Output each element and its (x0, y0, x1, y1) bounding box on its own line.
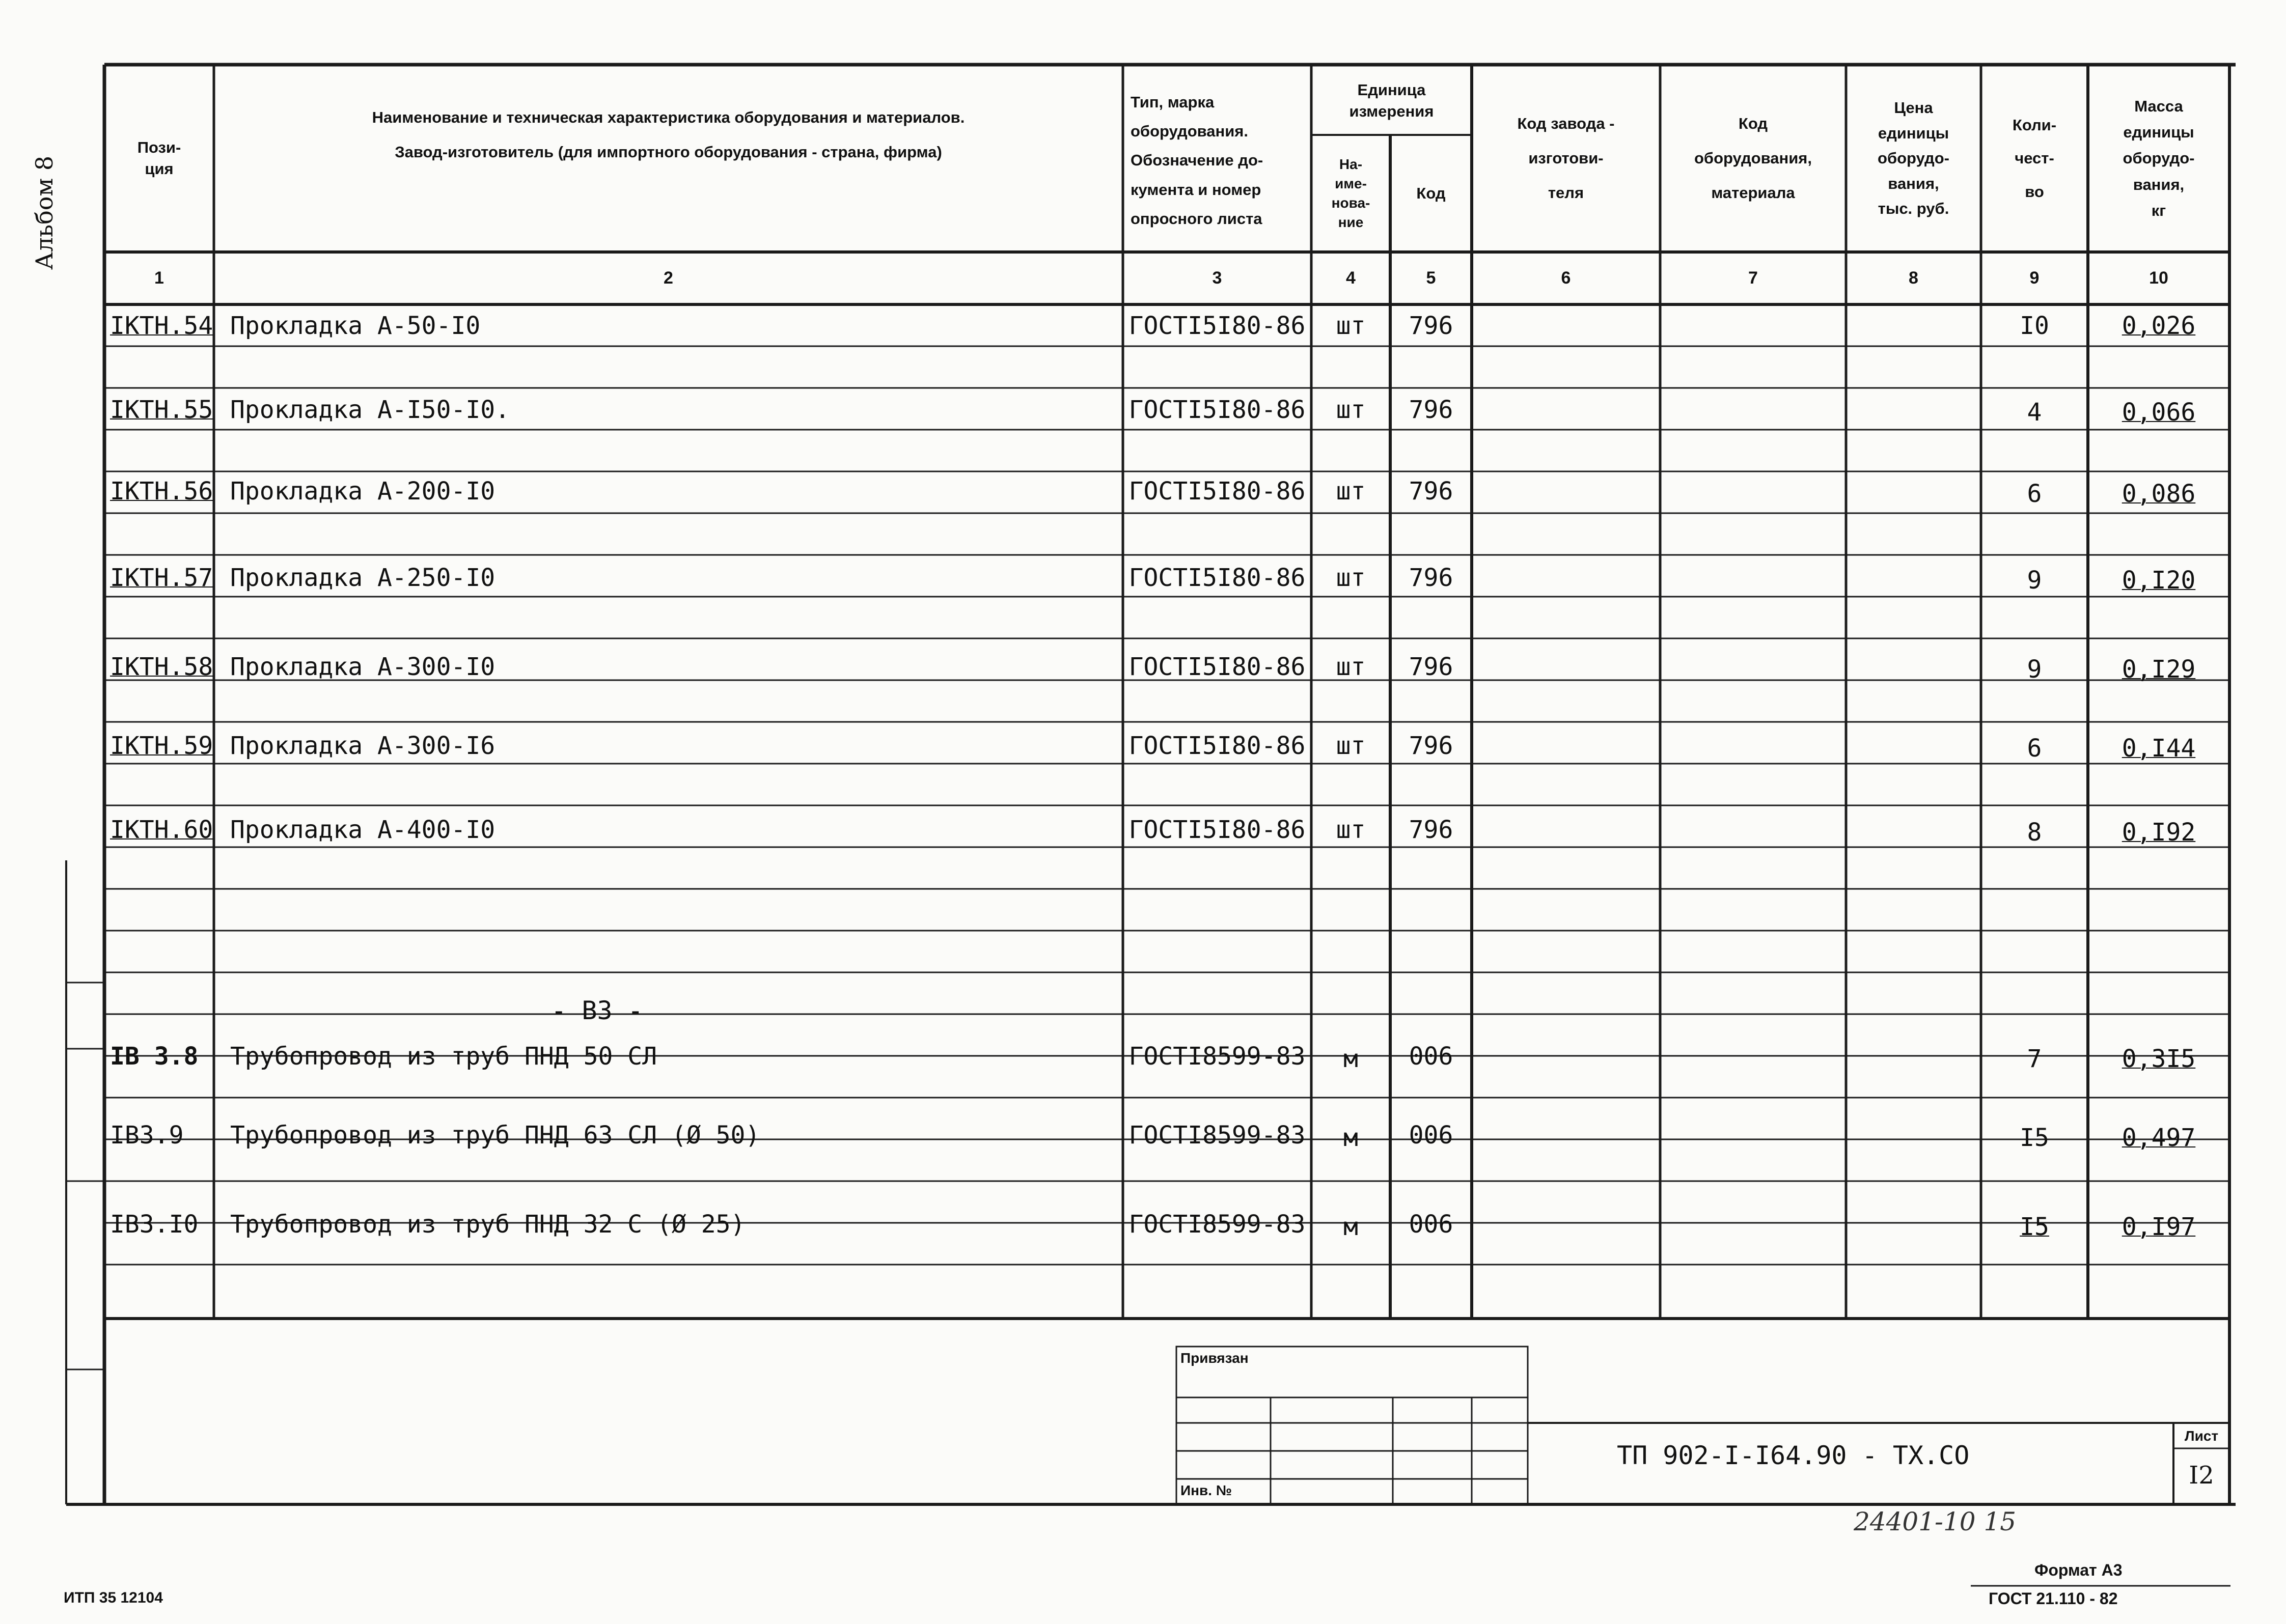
column-number: 5 (1426, 268, 1436, 288)
document-cell: ГОСТI8599-83 (1128, 1210, 1306, 1239)
header-equipment-code: Код оборудования, материала (1694, 114, 1812, 202)
header-price: Цена единицы оборудо- вания, тыс. руб. (1878, 99, 1949, 218)
quantity-cell: 7 (2027, 1045, 2042, 1073)
quantity-cell: 9 (2027, 566, 2042, 595)
name-cell: Прокладка А-200-I0 (230, 477, 495, 506)
mass-cell: 0,026 (2122, 312, 2196, 340)
unit-code-cell: 796 (1409, 564, 1453, 592)
mass-cell: 0,I44 (2122, 734, 2196, 763)
unit-cell: шт (1336, 732, 1366, 760)
unit-code-cell: 796 (1409, 732, 1453, 760)
position-cell: IB3.9 (110, 1121, 184, 1150)
header-quantity: Коли- чест- во (2012, 116, 2057, 201)
document-cell: ГОСТI5I80-86 (1128, 816, 1306, 844)
handwritten-number: 24401-10 15 (1854, 1507, 2017, 1536)
position-cell (107, 892, 214, 928)
unit-cell: шт (1336, 477, 1366, 506)
unit-code-cell: 006 (1409, 1210, 1453, 1239)
position-cell: IKTH.57 (110, 564, 213, 592)
column-number: 7 (1748, 268, 1758, 288)
column-number: 6 (1561, 268, 1571, 288)
name-cell: Прокладка А-300-I6 (230, 732, 495, 760)
unit-cell: м (1343, 1213, 1358, 1241)
position-cell: IKTH.56 (110, 477, 213, 506)
unit-cell: шт (1336, 564, 1366, 592)
unit-code-cell: 006 (1409, 1121, 1453, 1150)
position-cell: IKTH.58 (110, 653, 213, 681)
unit-cell: шт (1336, 396, 1366, 424)
mass-cell: 0,3I5 (2122, 1045, 2196, 1073)
quantity-cell: I0 (2020, 312, 2049, 340)
header-unit-name: На- име- нова- ние (1331, 156, 1370, 230)
document-code: ТП 902-I-I64.90 - ТХ.СО (1617, 1441, 1970, 1470)
unit-code-cell: 006 (1409, 1042, 1453, 1071)
section-header: - В3 - (551, 996, 643, 1025)
format-label: Формат А3 (2034, 1561, 2123, 1579)
mass-cell: 0,I92 (2122, 818, 2196, 847)
sheet-label: Лист (2184, 1427, 2219, 1444)
column-number: 3 (1212, 268, 1222, 288)
name-cell: Прокладка А-I50-I0. (230, 396, 510, 424)
unit-code-cell: 796 (1409, 396, 1453, 424)
position-cell: IKTH.59 (110, 732, 213, 760)
header-unit: Единица измерения (1349, 80, 1434, 120)
position-cell: IKTH.60 (110, 816, 213, 844)
header-position: Пози- ция (137, 138, 181, 178)
print-code: ИТП 35 12104 (64, 1589, 163, 1606)
unit-cell: м (1343, 1124, 1358, 1152)
position-cell: IB 3.8 (110, 1042, 199, 1071)
gost-label: ГОСТ 21.110 - 82 (1989, 1589, 2118, 1608)
position-cell: IKTH.55 (110, 396, 213, 424)
quantity-cell: 9 (2027, 655, 2042, 684)
mass-cell: 0,497 (2122, 1124, 2196, 1152)
column-number: 1 (154, 268, 164, 288)
document-cell: ГОСТI5I80-86 (1128, 477, 1306, 506)
header-name: Наименование и техническая характеристика оборудования и материалов. Завод-изготовитель (для импортного оборудования - страна, фирма) (372, 108, 965, 161)
document-cell: ГОСТI5I80-86 (1128, 564, 1306, 592)
header-factory-code: Код завода - изготови- теля (1517, 114, 1615, 202)
column-number: 10 (2149, 268, 2168, 288)
header-mass: Масса единицы оборудо- вания, кг (2123, 97, 2195, 219)
position-cell: IB3.I0 (110, 1210, 199, 1239)
column-number: 8 (1909, 268, 1918, 288)
name-cell: Прокладка А-50-I0 (230, 312, 481, 340)
position-cell: IKTH.54 (110, 312, 213, 340)
document-cell: ГОСТI5I80-86 (1128, 653, 1306, 681)
unit-cell: м (1343, 1045, 1358, 1073)
unit-cell: шт (1336, 653, 1366, 681)
document-cell: ГОСТI8599-83 (1128, 1121, 1306, 1150)
name-cell: Прокладка А-300-I0 (230, 653, 495, 681)
inventory-number-label: Инв. № (1180, 1482, 1232, 1498)
document-cell: ГОСТI5I80-86 (1128, 312, 1306, 340)
mass-cell: 0,066 (2122, 398, 2196, 427)
document-cell: ГОСТI5I80-86 (1128, 732, 1306, 760)
name-cell: Прокладка А-400-I0 (230, 816, 495, 844)
mass-cell: 0,I97 (2122, 1213, 2196, 1241)
header-type: Тип, марка оборудования. Обозначение до- кумента и номер опросного листа (1131, 93, 1263, 228)
privyazan-label: Привязан (1180, 1350, 1249, 1366)
name-cell: Трубопровод из труб ПНД 63 СЛ (Ø 50) (230, 1121, 760, 1150)
position-cell (107, 850, 214, 886)
mass-cell: 0,I20 (2122, 566, 2196, 595)
sheet-number: I2 (2189, 1461, 2214, 1490)
quantity-cell: 4 (2027, 398, 2042, 427)
mass-cell: 0,086 (2122, 480, 2196, 508)
unit-code-cell: 796 (1409, 477, 1453, 506)
column-number: 9 (2029, 268, 2040, 288)
name-cell: Прокладка А-250-I0 (230, 564, 495, 592)
name-cell (219, 850, 1126, 886)
column-number: 4 (1346, 268, 1356, 288)
mass-cell: 0,I29 (2122, 655, 2196, 684)
name-cell: Трубопровод из труб ПНД 32 С (Ø 25) (230, 1210, 746, 1239)
header-unit-code: Код (1416, 184, 1446, 203)
document-cell: ГОСТI5I80-86 (1128, 396, 1306, 424)
unit-cell: шт (1336, 312, 1366, 340)
quantity-cell: I5 (2020, 1213, 2049, 1241)
album-label: Альбом 8 (31, 155, 58, 270)
quantity-cell: 6 (2027, 734, 2042, 763)
name-cell (219, 892, 1126, 928)
unit-code-cell: 796 (1409, 816, 1453, 844)
quantity-cell: I5 (2020, 1124, 2049, 1152)
unit-code-cell: 796 (1409, 312, 1453, 340)
column-number: 2 (664, 268, 673, 288)
unit-code-cell: 796 (1409, 653, 1453, 681)
name-cell: Трубопровод из труб ПНД 50 СЛ (230, 1042, 657, 1071)
document-cell: ГОСТI8599-83 (1128, 1042, 1306, 1071)
unit-cell: шт (1336, 816, 1366, 844)
quantity-cell: 6 (2027, 480, 2042, 508)
quantity-cell: 8 (2027, 818, 2042, 847)
